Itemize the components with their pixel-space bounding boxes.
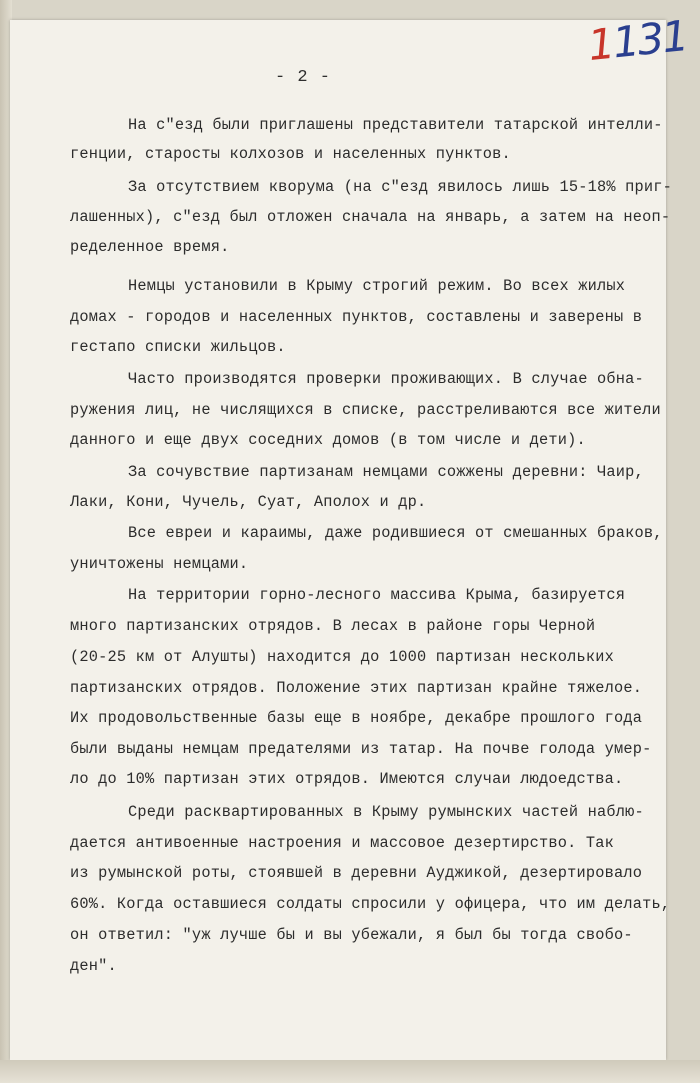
stamp-mark-blue: 131 [610,10,690,68]
text-line: 60%. Когда оставшиеся солдаты спросили у офицера, что им делать, [70,895,671,913]
text-line: были выданы немцам предателями из татар. На почве голода умер- [70,740,652,758]
stamp-mark-red: 1 [585,18,616,71]
archive-stamp [586,11,689,70]
text-line: Немцы установили в Крыму строгий режим. Во всех жилых [128,277,626,295]
text-line: За сочувствие партизанам немцами сожжены деревни: Чаир, [128,463,644,481]
text-line: уничтожены немцами. [70,555,249,573]
text-line: ружения лиц, не числящихся в списке, расстреливаются все жители [70,401,661,419]
text-line: ло до 10% партизан этих отрядов. Имеются случаи людоедства. [70,770,624,788]
scan-background [0,1060,700,1083]
text-line: генции, старосты колхозов и населенных пунктов. [70,145,511,163]
text-line: Лаки, Кони, Чучель, Суат, Аполох и др. [70,493,427,511]
text-line: ределенное время. [70,238,230,256]
text-line: (20-25 км от Алушты) находится до 1000 партизан нескольких [70,648,615,666]
text-line: из румынской роты, стоявшей в деревни Ауджикой, дезертировало [70,864,643,882]
page-number: - 2 - [275,68,332,87]
text-line: На с"езд были приглашены представители татарской интелли- [128,116,663,134]
text-line: лашенных), с"езд был отложен сначала на январь, а затем на неоп- [70,208,671,226]
text-line: домах - городов и населенных пунктов, составлены и заверены в [70,308,643,326]
text-line: много партизанских отрядов. В лесах в районе горы Черной [70,617,596,635]
text-line: партизанских отрядов. Положение этих партизан крайне тяжелое. [70,679,643,697]
text-line: Среди расквартированных в Крыму румынских частей наблю- [128,803,644,821]
text-line: он ответил: "уж лучше бы и вы убежали, я был бы тогда свобо- [70,926,633,944]
text-line: Их продовольственные базы еще в ноябре, декабре прошлого года [70,709,643,727]
text-line: дается антивоенные настроения и массовое дезертирство. Так [70,834,615,852]
text-line: За отсутствием кворума (на с"езд явилось лишь 15-18% приг- [128,178,673,196]
text-line: На территории горно-лесного массива Крыма, базируется [128,586,626,604]
text-line: Все евреи и караимы, даже родившиеся от смешанных браков, [128,524,663,542]
text-line: Часто производятся проверки проживающих. В случае обна- [128,370,644,388]
text-line: ден". [70,957,117,975]
text-line: данного и еще двух соседних домов (в том числе и дети). [70,431,586,449]
text-line: гестапо списки жильцов. [70,338,286,356]
